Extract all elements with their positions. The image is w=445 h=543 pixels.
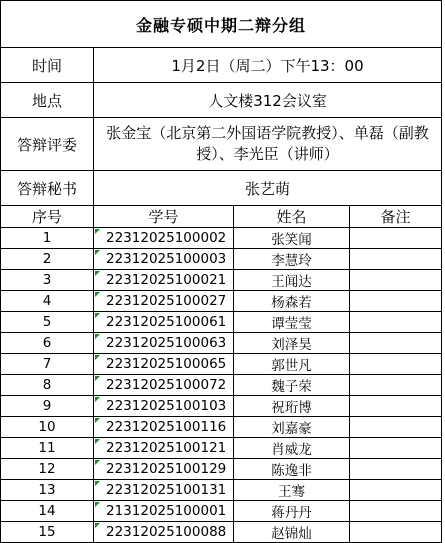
text-number-warning-icon xyxy=(95,502,100,507)
student-name: 蒋丹丹 xyxy=(234,501,350,522)
row-number: 13 xyxy=(1,480,94,501)
note-cell xyxy=(350,249,442,270)
column-header-id: 学号 xyxy=(94,206,234,228)
text-number-warning-icon xyxy=(95,292,100,297)
column-header-note: 备注 xyxy=(350,206,442,228)
table-row xyxy=(1,501,442,522)
text-number-warning-icon xyxy=(95,523,100,528)
row-number: 6 xyxy=(1,333,94,354)
student-name: 王闻达 xyxy=(234,270,350,291)
row-number: 3 xyxy=(1,270,94,291)
student-name: 刘泽昊 xyxy=(234,333,350,354)
note-cell xyxy=(350,291,442,312)
note-cell xyxy=(350,501,442,522)
student-name: 张笑闻 xyxy=(234,228,350,249)
title-row xyxy=(1,1,442,48)
row-number: 12 xyxy=(1,459,94,480)
table-row xyxy=(1,249,442,270)
row-number: 9 xyxy=(1,396,94,417)
row-number: 11 xyxy=(1,438,94,459)
table-row xyxy=(1,291,442,312)
student-id: 22312025100103 xyxy=(106,398,227,414)
note-cell xyxy=(350,522,442,543)
secretary-value: 张艺萌 xyxy=(94,171,442,206)
student-name: 刘嘉豪 xyxy=(234,417,350,438)
student-id-cell xyxy=(94,270,234,291)
text-number-warning-icon xyxy=(95,439,100,444)
table-row xyxy=(1,375,442,396)
student-id-cell xyxy=(94,438,234,459)
location-value: 人文楼312会议室 xyxy=(94,83,442,118)
student-id: 22312025100065 xyxy=(106,356,227,372)
note-cell xyxy=(350,333,442,354)
note-cell xyxy=(350,438,442,459)
student-id: 22312025100072 xyxy=(106,377,227,393)
table-row xyxy=(1,354,442,375)
note-cell xyxy=(350,228,442,249)
student-id-cell xyxy=(94,480,234,501)
text-number-warning-icon xyxy=(95,397,100,402)
table-row xyxy=(1,270,442,291)
student-name: 王骞 xyxy=(234,480,350,501)
row-number: 2 xyxy=(1,249,94,270)
student-id: 22312025100061 xyxy=(106,314,227,330)
sheet-title: 金融专硕中期二辩分组 xyxy=(1,1,442,48)
note-cell xyxy=(350,459,442,480)
student-id: 22312025100002 xyxy=(106,230,227,246)
text-number-warning-icon xyxy=(95,313,100,318)
table-row xyxy=(1,438,442,459)
info-row-judges xyxy=(1,118,442,171)
student-id: 22312025100003 xyxy=(106,251,227,267)
student-name: 魏子荣 xyxy=(234,375,350,396)
row-number: 10 xyxy=(1,417,94,438)
student-id-cell xyxy=(94,459,234,480)
student-name: 陈逸非 xyxy=(234,459,350,480)
table-row xyxy=(1,228,442,249)
student-id: 22312025100088 xyxy=(106,524,227,540)
row-number: 15 xyxy=(1,522,94,543)
info-row-location xyxy=(1,83,442,118)
student-name: 郭世凡 xyxy=(234,354,350,375)
note-cell xyxy=(350,480,442,501)
text-number-warning-icon xyxy=(95,376,100,381)
student-id-cell xyxy=(94,417,234,438)
student-name: 肖威龙 xyxy=(234,438,350,459)
location-label: 地点 xyxy=(1,83,94,118)
row-number: 5 xyxy=(1,312,94,333)
student-name: 李慧玲 xyxy=(234,249,350,270)
student-id: 22312025100063 xyxy=(106,335,227,351)
student-id-cell xyxy=(94,291,234,312)
row-number: 4 xyxy=(1,291,94,312)
student-id: 22312025100129 xyxy=(106,461,227,477)
table-row xyxy=(1,522,442,543)
table-row xyxy=(1,333,442,354)
row-number: 7 xyxy=(1,354,94,375)
student-id-cell xyxy=(94,249,234,270)
note-cell xyxy=(350,312,442,333)
info-row-secretary xyxy=(1,171,442,206)
student-id-cell xyxy=(94,501,234,522)
secretary-label: 答辩秘书 xyxy=(1,171,94,206)
row-number: 8 xyxy=(1,375,94,396)
text-number-warning-icon xyxy=(95,460,100,465)
student-id: 22312025100116 xyxy=(106,419,227,435)
column-header-name: 姓名 xyxy=(234,206,350,228)
student-id-cell xyxy=(94,375,234,396)
note-cell xyxy=(350,270,442,291)
text-number-warning-icon xyxy=(95,481,100,486)
text-number-warning-icon xyxy=(95,250,100,255)
text-number-warning-icon xyxy=(95,355,100,360)
judges-label: 答辩评委 xyxy=(1,118,94,171)
student-name: 杨森若 xyxy=(234,291,350,312)
row-number: 1 xyxy=(1,228,94,249)
note-cell xyxy=(350,417,442,438)
student-id-cell xyxy=(94,522,234,543)
student-id: 21312025100001 xyxy=(106,503,227,519)
student-id: 22312025100131 xyxy=(106,482,227,498)
student-id: 22312025100021 xyxy=(106,272,227,288)
student-name: 谭莹莹 xyxy=(234,312,350,333)
student-id-cell xyxy=(94,312,234,333)
student-name: 赵锦灿 xyxy=(234,522,350,543)
student-id: 22312025100027 xyxy=(106,293,227,309)
column-header-no: 序号 xyxy=(1,206,94,228)
note-cell xyxy=(350,396,442,417)
text-number-warning-icon xyxy=(95,418,100,423)
text-number-warning-icon xyxy=(95,229,100,234)
table-row xyxy=(1,417,442,438)
table-row xyxy=(1,312,442,333)
table-row xyxy=(1,459,442,480)
note-cell xyxy=(350,375,442,396)
info-row-time xyxy=(1,48,442,83)
student-id-cell xyxy=(94,396,234,417)
row-number: 14 xyxy=(1,501,94,522)
table-row xyxy=(1,480,442,501)
student-name: 祝珩博 xyxy=(234,396,350,417)
text-number-warning-icon xyxy=(95,334,100,339)
time-label: 时间 xyxy=(1,48,94,83)
student-id-cell xyxy=(94,333,234,354)
judges-value: 张金宝（北京第二外国语学院教授）、单磊（副教授）、李光臣（讲师） xyxy=(94,118,442,171)
table-row xyxy=(1,396,442,417)
student-id-cell xyxy=(94,354,234,375)
note-cell xyxy=(350,354,442,375)
time-value: 1月2日（周二）下午13：00 xyxy=(94,48,442,83)
column-header-row xyxy=(1,206,442,228)
student-id: 22312025100121 xyxy=(106,440,227,456)
student-id-cell xyxy=(94,228,234,249)
text-number-warning-icon xyxy=(95,271,100,276)
